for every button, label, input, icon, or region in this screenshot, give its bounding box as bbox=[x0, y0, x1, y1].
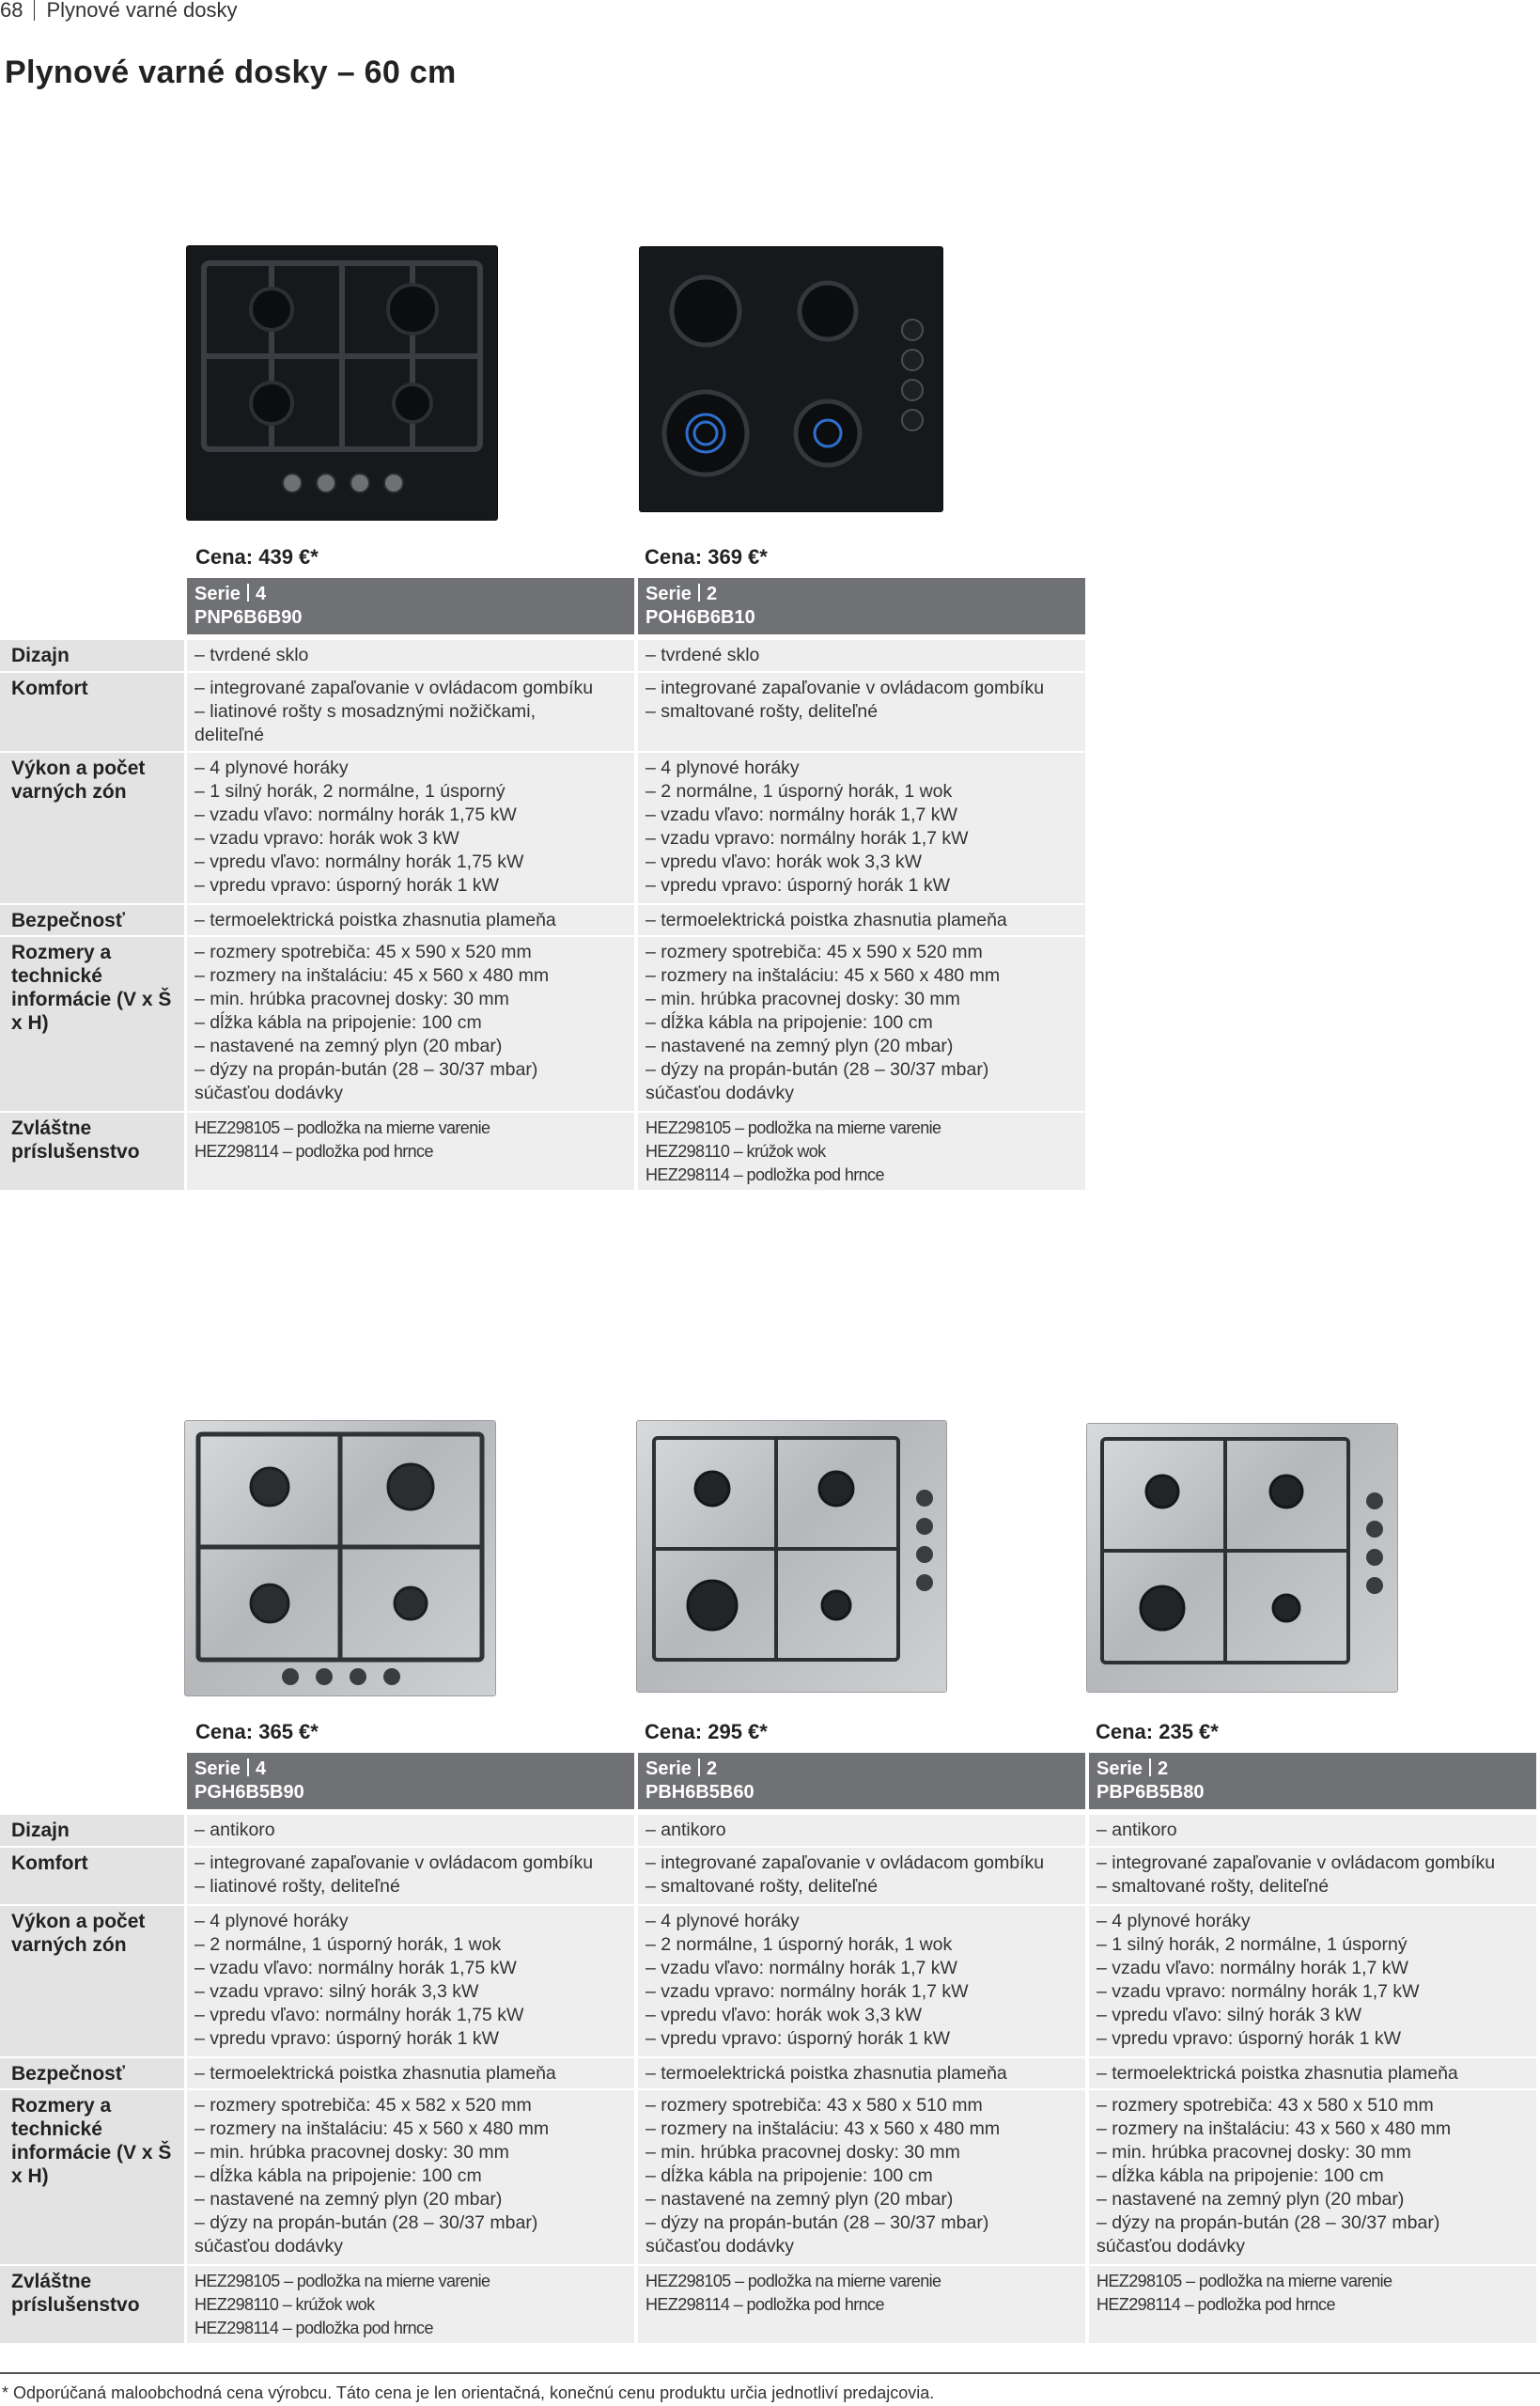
row-label bbox=[0, 753, 184, 903]
spec-cell bbox=[187, 1815, 634, 1846]
spec-row-komfort bbox=[0, 1848, 1536, 1904]
spec-row-komfort bbox=[0, 673, 1085, 751]
accessory-item: HEZ298114 – podložka pod hrnce bbox=[194, 1142, 433, 1161]
spec-cell bbox=[187, 753, 634, 903]
serie-divider bbox=[698, 584, 700, 602]
cell-line: – 2 normálne, 1 úsporný horák, 1 wok bbox=[646, 781, 953, 802]
cell-line: – 4 plynové horáky bbox=[194, 1911, 349, 1931]
cell-line: – dýzy na propán-bután (28 – 30/37 mbar) bbox=[646, 2212, 989, 2233]
cell-line: – nastavené na zemný plyn (20 mbar) bbox=[194, 1036, 503, 1056]
cell-line: – nastavené na zemný plyn (20 mbar) bbox=[194, 2189, 503, 2210]
page-number: 68 bbox=[0, 0, 23, 22]
serie-number: 4 bbox=[255, 584, 267, 604]
cell-line: – smaltované rošty, deliteľné bbox=[646, 701, 879, 722]
hob-illustration bbox=[640, 247, 942, 511]
cell-line: – dĺžka kábla na pripojenie: 100 cm bbox=[646, 2165, 933, 2186]
spec-cell bbox=[1089, 1815, 1536, 1846]
cell-line: – 2 normálne, 1 úsporný horák, 1 wok bbox=[646, 1934, 953, 1955]
spec-cell bbox=[638, 1848, 1085, 1904]
label-line: Rozmery bbox=[11, 2095, 95, 2117]
accessory-item: HEZ298110 – krúžok wok bbox=[194, 2295, 375, 2314]
accessory-item: HEZ298105 – podložka na mierne varenie bbox=[1097, 2272, 1392, 2290]
spec-cell bbox=[638, 673, 1085, 751]
spec-row-prislusenstvo bbox=[0, 2266, 1536, 2343]
label-line: Výkon a počet bbox=[11, 758, 146, 779]
cell-line: súčasťou dodávky bbox=[646, 1083, 794, 1103]
label-line: informácie bbox=[11, 989, 112, 1010]
cell-line: – vpredu vpravo: úsporný horák 1 kW bbox=[1097, 2028, 1402, 2049]
product-price: Cena: 295 €* bbox=[645, 1720, 768, 1743]
spec-cell bbox=[187, 1848, 634, 1904]
label-line: (V x Š x H) bbox=[11, 989, 172, 1034]
accessory-item: HEZ298110 – krúžok wok bbox=[646, 1142, 826, 1161]
cell-line: – dĺžka kábla na pripojenie: 100 cm bbox=[646, 1012, 933, 1033]
spec-cell bbox=[1089, 2266, 1536, 2343]
cell-line: – integrované zapaľovanie v ovládacom gombíku bbox=[646, 678, 1045, 698]
hob-illustration bbox=[185, 1421, 495, 1695]
cell-line: – 2 normálne, 1 úsporný horák, 1 wok bbox=[194, 1934, 502, 1955]
cell-line: – 1 silný horák, 2 normálne, 1 úsporný bbox=[1097, 1934, 1408, 1955]
label-line: varných zón bbox=[11, 1934, 127, 1956]
product-image bbox=[637, 1421, 946, 1692]
cell-line: – rozmery spotrebiča: 45 x 590 x 520 mm bbox=[646, 942, 983, 962]
spec-cell bbox=[638, 640, 1085, 671]
serie-divider bbox=[698, 1758, 700, 1776]
serie-number: 2 bbox=[706, 1758, 718, 1779]
cell-line: – min. hrúbka pracovnej dosky: 30 mm bbox=[1097, 2142, 1411, 2163]
cell-line: – 4 plynové horáky bbox=[1097, 1911, 1251, 1931]
cell-line: – integrované zapaľovanie v ovládacom gombíku bbox=[194, 678, 594, 698]
cell-line: – dýzy na propán-bután (28 – 30/37 mbar) bbox=[1097, 2212, 1440, 2233]
row-label bbox=[0, 1113, 184, 1190]
cell-line: – rozmery na inštaláciu: 45 x 560 x 480 mm bbox=[646, 965, 1001, 986]
cell-line: – vpredu vpravo: úsporný horák 1 kW bbox=[194, 875, 500, 896]
accessory-item: HEZ298114 – podložka pod hrnce bbox=[194, 2319, 433, 2337]
section-name: Plynové varné dosky bbox=[46, 0, 238, 22]
spec-row-dizajn bbox=[0, 640, 1085, 671]
product-image bbox=[640, 247, 942, 511]
cell-line: – min. hrúbka pracovnej dosky: 30 mm bbox=[194, 989, 509, 1009]
cell-line: – vzadu vľavo: normálny horák 1,75 kW bbox=[194, 805, 517, 825]
label-line: Zvláštne bbox=[11, 2271, 92, 2292]
cell-line: – liatinové rošty, deliteľné bbox=[194, 1876, 400, 1897]
row-label bbox=[0, 673, 184, 751]
model-header bbox=[638, 578, 1085, 634]
cell-line: – 4 plynové horáky bbox=[194, 758, 349, 778]
cell-line: – vpredu vľavo: horák wok 3,3 kW bbox=[646, 851, 922, 872]
label-line: varných zón bbox=[11, 781, 127, 803]
label-line: príslušenstvo bbox=[11, 2294, 140, 2316]
spec-cell bbox=[187, 640, 634, 671]
spec-cell bbox=[187, 2058, 634, 2088]
spec-cell bbox=[1089, 2090, 1536, 2264]
model-code: PBH6B5B60 bbox=[646, 1782, 754, 1803]
spec-cell bbox=[638, 2058, 1085, 2088]
cell-line: – integrované zapaľovanie v ovládacom gombíku bbox=[194, 1852, 594, 1873]
cell-line: – vpredu vpravo: úsporný horák 1 kW bbox=[646, 2028, 951, 2049]
model-header bbox=[187, 1753, 634, 1809]
cell-line: – vpredu vpravo: úsporný horák 1 kW bbox=[194, 2028, 500, 2049]
hob-illustration bbox=[1087, 1424, 1397, 1692]
product-image bbox=[187, 246, 497, 520]
spec-row-prislusenstvo bbox=[0, 1113, 1085, 1190]
label-line: (V x Š x H) bbox=[11, 2142, 172, 2187]
footer-divider bbox=[0, 2372, 1540, 2374]
cell-line: – vzadu vpravo: horák wok 3 kW bbox=[194, 828, 459, 849]
cell-line: – min. hrúbka pracovnej dosky: 30 mm bbox=[646, 2142, 960, 2163]
cell-line: – rozmery na inštaláciu: 45 x 560 x 480 mm bbox=[194, 2118, 550, 2139]
row-label bbox=[0, 2090, 184, 2264]
label-line: Výkon a počet bbox=[11, 1911, 146, 1932]
accessory-item: HEZ298105 – podložka na mierne varenie bbox=[646, 1118, 941, 1137]
serie-label: Serie bbox=[1097, 1758, 1143, 1779]
spec-cell bbox=[187, 905, 634, 935]
spec-row-rozmery bbox=[0, 2090, 1536, 2264]
cell-line: – 4 plynové horáky bbox=[646, 758, 800, 778]
serie-divider bbox=[247, 1758, 249, 1776]
cell-line: súčasťou dodávky bbox=[194, 1083, 343, 1103]
cell-line: – min. hrúbka pracovnej dosky: 30 mm bbox=[194, 2142, 509, 2163]
spec-row-vykon bbox=[0, 753, 1085, 903]
cell-line: – 4 plynové horáky bbox=[646, 1911, 800, 1931]
cell-line: súčasťou dodávky bbox=[1097, 2236, 1245, 2257]
model-header bbox=[187, 578, 634, 634]
spec-cell bbox=[187, 937, 634, 1111]
cell-line: – termoelektrická poistka zhasnutia plameňa bbox=[1097, 2063, 1458, 2084]
cell-line: súčasťou dodávky bbox=[646, 2236, 794, 2257]
cell-line: – dĺžka kábla na pripojenie: 100 cm bbox=[194, 2165, 482, 2186]
cell-line: – vzadu vpravo: silný horák 3,3 kW bbox=[194, 1981, 479, 2002]
cell-line: – antikoro bbox=[646, 1820, 726, 1840]
spec-row-rozmery bbox=[0, 937, 1085, 1111]
serie-label: Serie bbox=[194, 1758, 241, 1779]
cell-line: – nastavené na zemný plyn (20 mbar) bbox=[646, 2189, 954, 2210]
cell-line: – smaltované rošty, deliteľné bbox=[646, 1876, 879, 1897]
serie-number: 2 bbox=[1157, 1758, 1169, 1779]
product-price: Cena: 235 €* bbox=[1096, 1720, 1219, 1743]
spec-cell bbox=[638, 1113, 1085, 1190]
cell-line: – rozmery na inštaláciu: 45 x 560 x 480 mm bbox=[194, 965, 550, 986]
serie-label: Serie bbox=[646, 584, 692, 604]
accessory-item: HEZ298105 – podložka na mierne varenie bbox=[646, 2272, 941, 2290]
row-label bbox=[0, 1848, 184, 1904]
serie-label: Serie bbox=[646, 1758, 692, 1779]
product-price: Cena: 439 €* bbox=[195, 545, 319, 569]
page-header bbox=[0, 0, 237, 21]
cell-line: – antikoro bbox=[194, 1820, 275, 1840]
cell-line: – rozmery spotrebiča: 45 x 590 x 520 mm bbox=[194, 942, 532, 962]
cell-line: – nastavené na zemný plyn (20 mbar) bbox=[1097, 2189, 1405, 2210]
header-divider bbox=[34, 0, 35, 21]
cell-line: – vzadu vľavo: normálny horák 1,7 kW bbox=[1097, 1958, 1408, 1978]
accessory-item: HEZ298105 – podložka na mierne varenie bbox=[194, 1118, 490, 1137]
model-code: POH6B6B10 bbox=[646, 607, 755, 628]
spec-cell bbox=[187, 1906, 634, 2056]
cell-line: – liatinové rošty s mosadznými nožičkami, bbox=[194, 701, 537, 722]
cell-line: – vzadu vľavo: normálny horák 1,75 kW bbox=[194, 1958, 517, 1978]
cell-line: – rozmery na inštaláciu: 43 x 560 x 480 mm bbox=[1097, 2118, 1452, 2139]
cell-line: – vpredu vľavo: horák wok 3,3 kW bbox=[646, 2005, 922, 2025]
cell-line: – rozmery spotrebiča: 43 x 580 x 510 mm bbox=[646, 2095, 983, 2116]
product-image bbox=[185, 1421, 495, 1695]
cell-line: – termoelektrická poistka zhasnutia plameňa bbox=[646, 910, 1007, 930]
serie-label: Serie bbox=[194, 584, 241, 604]
spec-row-bezpecnost bbox=[0, 2058, 1536, 2088]
row-label bbox=[0, 905, 184, 935]
hob-illustration bbox=[187, 246, 497, 520]
spec-cell bbox=[1089, 2058, 1536, 2088]
spec-row-vykon bbox=[0, 1906, 1536, 2056]
product-price: Cena: 365 €* bbox=[195, 1720, 319, 1743]
cell-line: – dýzy na propán-bután (28 – 30/37 mbar) bbox=[194, 1059, 538, 1080]
spec-cell bbox=[638, 937, 1085, 1111]
label-line: informácie bbox=[11, 2142, 112, 2164]
label-line: Bezpečnosť bbox=[11, 2063, 125, 2085]
model-code: PNP6B6B90 bbox=[194, 607, 303, 628]
row-label bbox=[0, 640, 184, 671]
cell-line: – termoelektrická poistka zhasnutia plameňa bbox=[194, 2063, 556, 2084]
spec-row-dizajn bbox=[0, 1815, 1536, 1846]
label-line: Komfort bbox=[11, 1852, 88, 1874]
spec-cell bbox=[187, 673, 634, 751]
serie-number: 2 bbox=[706, 584, 718, 604]
model-code: PBP6B5B80 bbox=[1097, 1782, 1205, 1803]
cell-line: – vzadu vľavo: normálny horák 1,7 kW bbox=[646, 1958, 957, 1978]
spec-cell bbox=[638, 1906, 1085, 2056]
model-code: PGH6B5B90 bbox=[194, 1782, 304, 1803]
cell-line: – nastavené na zemný plyn (20 mbar) bbox=[646, 1036, 954, 1056]
cell-line: – integrované zapaľovanie v ovládacom gombíku bbox=[1097, 1852, 1496, 1873]
cell-line: – vzadu vpravo: normálny horák 1,7 kW bbox=[646, 1981, 969, 2002]
model-header bbox=[1089, 1753, 1536, 1809]
cell-line: – vpredu vľavo: normálny horák 1,75 kW bbox=[194, 2005, 524, 2025]
model-header bbox=[638, 1753, 1085, 1809]
cell-line: – vzadu vľavo: normálny horák 1,7 kW bbox=[646, 805, 957, 825]
hob-illustration bbox=[637, 1421, 946, 1692]
label-line: Bezpečnosť bbox=[11, 910, 125, 931]
serie-number: 4 bbox=[255, 1758, 267, 1779]
label-line: Komfort bbox=[11, 678, 88, 699]
spec-cell bbox=[1089, 1906, 1536, 2056]
page-title: Plynové varné dosky – 60 cm bbox=[5, 55, 457, 90]
label-line: Rozmery bbox=[11, 942, 95, 963]
cell-line: – termoelektrická poistka zhasnutia plameňa bbox=[646, 2063, 1007, 2084]
spec-cell bbox=[187, 2266, 634, 2343]
cell-line: – antikoro bbox=[1097, 1820, 1177, 1840]
serie-divider bbox=[1149, 1758, 1151, 1776]
spec-cell bbox=[638, 2090, 1085, 2264]
label-line: Dizajn bbox=[11, 645, 70, 666]
cell-line: deliteľné bbox=[194, 725, 264, 745]
accessory-item: HEZ298114 – podložka pod hrnce bbox=[646, 1165, 884, 1184]
row-label bbox=[0, 2266, 184, 2343]
label-line: a technické bbox=[11, 2095, 112, 2140]
cell-line: – 1 silný horák, 2 normálne, 1 úsporný bbox=[194, 781, 506, 802]
spec-cell bbox=[638, 753, 1085, 903]
serie-divider bbox=[247, 584, 249, 602]
spec-cell bbox=[187, 1113, 634, 1190]
label-line: Zvláštne bbox=[11, 1117, 92, 1139]
accessory-item: HEZ298105 – podložka na mierne varenie bbox=[194, 2272, 490, 2290]
cell-line: – termoelektrická poistka zhasnutia plameňa bbox=[194, 910, 556, 930]
cell-line: – dýzy na propán-bután (28 – 30/37 mbar) bbox=[194, 2212, 538, 2233]
cell-line: – smaltované rošty, deliteľné bbox=[1097, 1876, 1330, 1897]
product-price: Cena: 369 €* bbox=[645, 545, 768, 569]
cell-line: – vzadu vpravo: normálny horák 1,7 kW bbox=[646, 828, 969, 849]
product-image bbox=[1087, 1424, 1397, 1692]
cell-line: – vpredu vpravo: úsporný horák 1 kW bbox=[646, 875, 951, 896]
row-label bbox=[0, 1906, 184, 2056]
label-line: Dizajn bbox=[11, 1820, 70, 1841]
cell-line: – rozmery spotrebiča: 45 x 582 x 520 mm bbox=[194, 2095, 532, 2116]
cell-line: – dĺžka kábla na pripojenie: 100 cm bbox=[194, 1012, 482, 1033]
cell-line: – rozmery na inštaláciu: 43 x 560 x 480 mm bbox=[646, 2118, 1001, 2139]
cell-line: – vzadu vpravo: normálny horák 1,7 kW bbox=[1097, 1981, 1420, 2002]
cell-line: – dĺžka kábla na pripojenie: 100 cm bbox=[1097, 2165, 1384, 2186]
row-label bbox=[0, 937, 184, 1111]
spec-cell bbox=[187, 2090, 634, 2264]
spec-cell bbox=[638, 1815, 1085, 1846]
accessory-item: HEZ298114 – podložka pod hrnce bbox=[1097, 2295, 1335, 2314]
cell-line: – vpredu vľavo: normálny horák 1,75 kW bbox=[194, 851, 524, 872]
spec-cell bbox=[638, 905, 1085, 935]
label-line: príslušenstvo bbox=[11, 1141, 140, 1163]
row-label bbox=[0, 2058, 184, 2088]
spec-row-bezpecnost bbox=[0, 905, 1085, 935]
cell-line: – dýzy na propán-bután (28 – 30/37 mbar) bbox=[646, 1059, 989, 1080]
cell-line: – min. hrúbka pracovnej dosky: 30 mm bbox=[646, 989, 960, 1009]
accessory-item: HEZ298114 – podložka pod hrnce bbox=[646, 2295, 884, 2314]
label-line: a technické bbox=[11, 942, 112, 987]
row-label bbox=[0, 1815, 184, 1846]
spec-cell bbox=[638, 2266, 1085, 2343]
spec-cell bbox=[1089, 1848, 1536, 1904]
footnote: * Odporúčaná maloobchodná cena výrobcu. Táto cena je len orientačná, konečnú cenu produktu určia jednotliví predajcovia. bbox=[2, 2383, 935, 2402]
cell-line: – rozmery spotrebiča: 43 x 580 x 510 mm bbox=[1097, 2095, 1434, 2116]
cell-line: – integrované zapaľovanie v ovládacom gombíku bbox=[646, 1852, 1045, 1873]
cell-line: súčasťou dodávky bbox=[194, 2236, 343, 2257]
cell-line: – vpredu vľavo: silný horák 3 kW bbox=[1097, 2005, 1362, 2025]
cell-line: – tvrdené sklo bbox=[646, 645, 760, 665]
cell-line: – tvrdené sklo bbox=[194, 645, 309, 665]
